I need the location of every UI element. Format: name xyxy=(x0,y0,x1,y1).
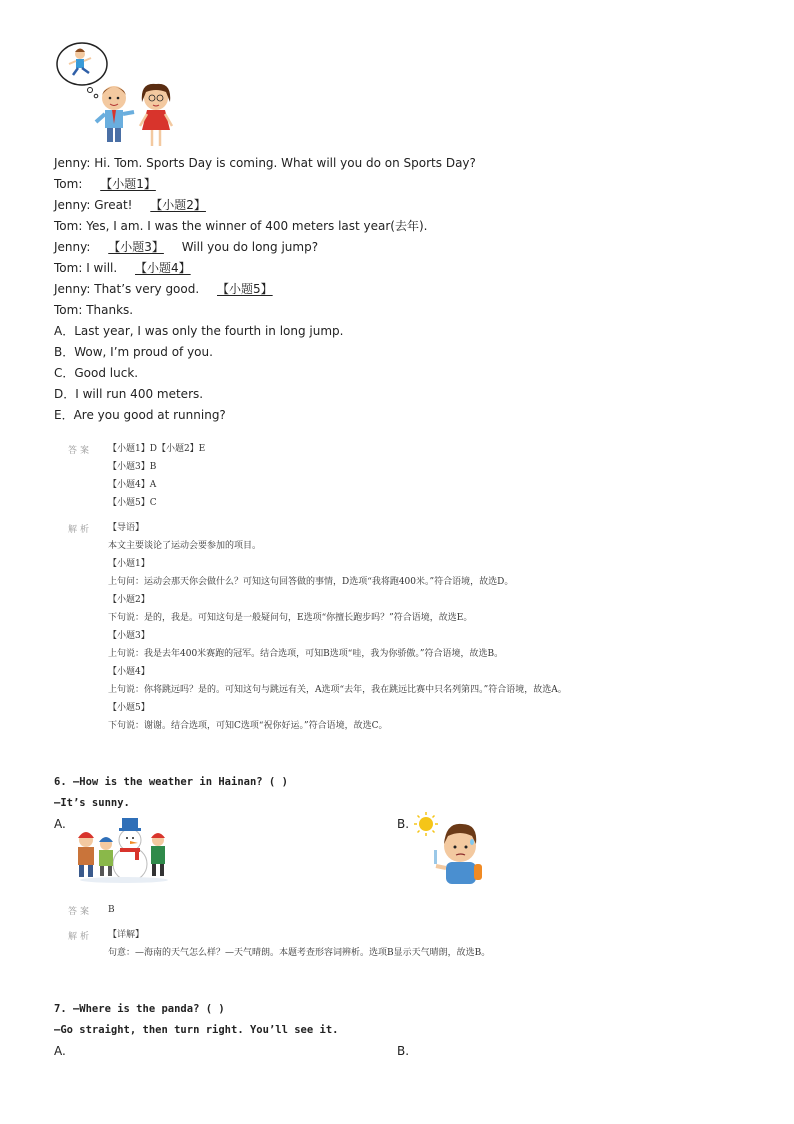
analysis-line: 【小题2】 xyxy=(108,595,150,605)
analysis-line: 【小题5】 xyxy=(108,703,150,713)
q7-reply: —Go straight, then turn right. You’ll see it. xyxy=(54,1024,339,1036)
dialogue-line-3: Jenny: Great! 【小题2】 xyxy=(54,197,220,213)
dialogue-line-8: Tom: Thanks. xyxy=(54,303,134,317)
dialogue-line-5: Jenny: 【小题3】 Will you do long jump? xyxy=(54,240,319,254)
q6-analysis-line: 【详解】 xyxy=(108,930,145,940)
blank-1[interactable]: 【小题1】 xyxy=(100,177,156,191)
analysis-line: 【小题1】 xyxy=(108,559,150,569)
dialogue-line-7: Jenny: That’s very good. 【小题5】 xyxy=(54,281,287,297)
analysis-line: 上句问：运动会那天你会做什么？可知这句回答做的事情，D选项“我将跑400米。”符合语境，故选D。 xyxy=(108,577,514,587)
sun-icon xyxy=(414,812,438,836)
blank-3[interactable]: 【小题3】 xyxy=(108,240,164,254)
q6-answer: B xyxy=(108,905,115,915)
blank-2[interactable]: 【小题2】 xyxy=(150,198,206,212)
blank-5[interactable]: 【小题5】 xyxy=(217,282,273,296)
analysis-line: 本文主要谈论了运动会要参加的项目。 xyxy=(108,541,262,551)
q7-option-a-label[interactable]: A. xyxy=(54,1044,66,1058)
answer-line: 【小题3】B xyxy=(108,462,157,472)
q6-option-a-label[interactable]: A. xyxy=(54,817,66,831)
analysis-line: 下句说：是的，我是。可知这句是一般疑问句，E选项“你擅长跑步吗？”符合语境，故选E。 xyxy=(108,613,473,623)
option-d: D．I will run 400 meters. xyxy=(54,387,204,401)
analysis-line: 【小题3】 xyxy=(108,631,150,641)
q6-question: 6. —How is the weather in Hainan? ( ) xyxy=(54,776,288,788)
sunny-boy-image[interactable] xyxy=(414,812,490,888)
q6-analysis-label: 解析 xyxy=(68,932,93,942)
analysis-line: 【小题4】 xyxy=(108,667,150,677)
analysis-line: 上句说：我是去年400米赛跑的冠军。结合选项，可知B选项“哇，我为你骄傲。”符合语境，故选B。 xyxy=(108,649,504,659)
option-b: B．Wow, I’m proud of you. xyxy=(54,345,213,359)
analysis-line: 下句说：谢谢。结合选项，可知C选项“祝你好运。”符合语境，故选C。 xyxy=(108,721,388,731)
children-illustration xyxy=(52,40,192,152)
option-c: C．Good luck. xyxy=(54,366,139,380)
q7-question: 7. —Where is the panda? ( ) xyxy=(54,1003,225,1015)
dialogue-line-4: Tom: Yes, I am. I was the winner of 400 meters last year(去年). xyxy=(54,219,428,233)
q7-option-b-label[interactable]: B. xyxy=(397,1044,410,1058)
answer-line: 【小题1】D【小题2】E xyxy=(108,444,206,454)
dialogue-line-6: Tom: I will. 【小题4】 xyxy=(54,260,205,276)
analysis-line: 上句说：你将跳远吗？是的。可知这句与跳远有关，A选项“去年，我在跳远比赛中只名列第四。”符合语境，故选A。 xyxy=(108,685,567,695)
option-a: A．Last year, I was only the fourth in long jump. xyxy=(54,324,344,338)
q6-analysis-line: 句意：—海南的天气怎么样？—天气晴朗。本题考查形容词辨析。选项B显示天气晴朗，故选B。 xyxy=(108,948,491,958)
analysis-label: 解析 xyxy=(68,525,93,535)
q6-option-b-label[interactable]: B. xyxy=(397,817,410,831)
analysis-line: 【导语】 xyxy=(108,523,145,533)
q6-reply: —It’s sunny. xyxy=(54,797,130,809)
blank-4[interactable]: 【小题4】 xyxy=(135,261,191,275)
dialogue-line-1: Jenny: Hi. Tom. Sports Day is coming. What will you do on Sports Day? xyxy=(54,156,476,170)
answer-label: 答案 xyxy=(68,446,93,456)
answer-line: 【小题5】C xyxy=(108,498,157,508)
answer-line: 【小题4】A xyxy=(108,480,157,490)
snowman-children-image[interactable] xyxy=(68,814,172,884)
dialogue-line-2: Tom: 【小题1】 xyxy=(54,176,170,192)
q6-answer-label: 答案 xyxy=(68,907,93,917)
option-e: E．Are you good at running? xyxy=(54,408,226,422)
